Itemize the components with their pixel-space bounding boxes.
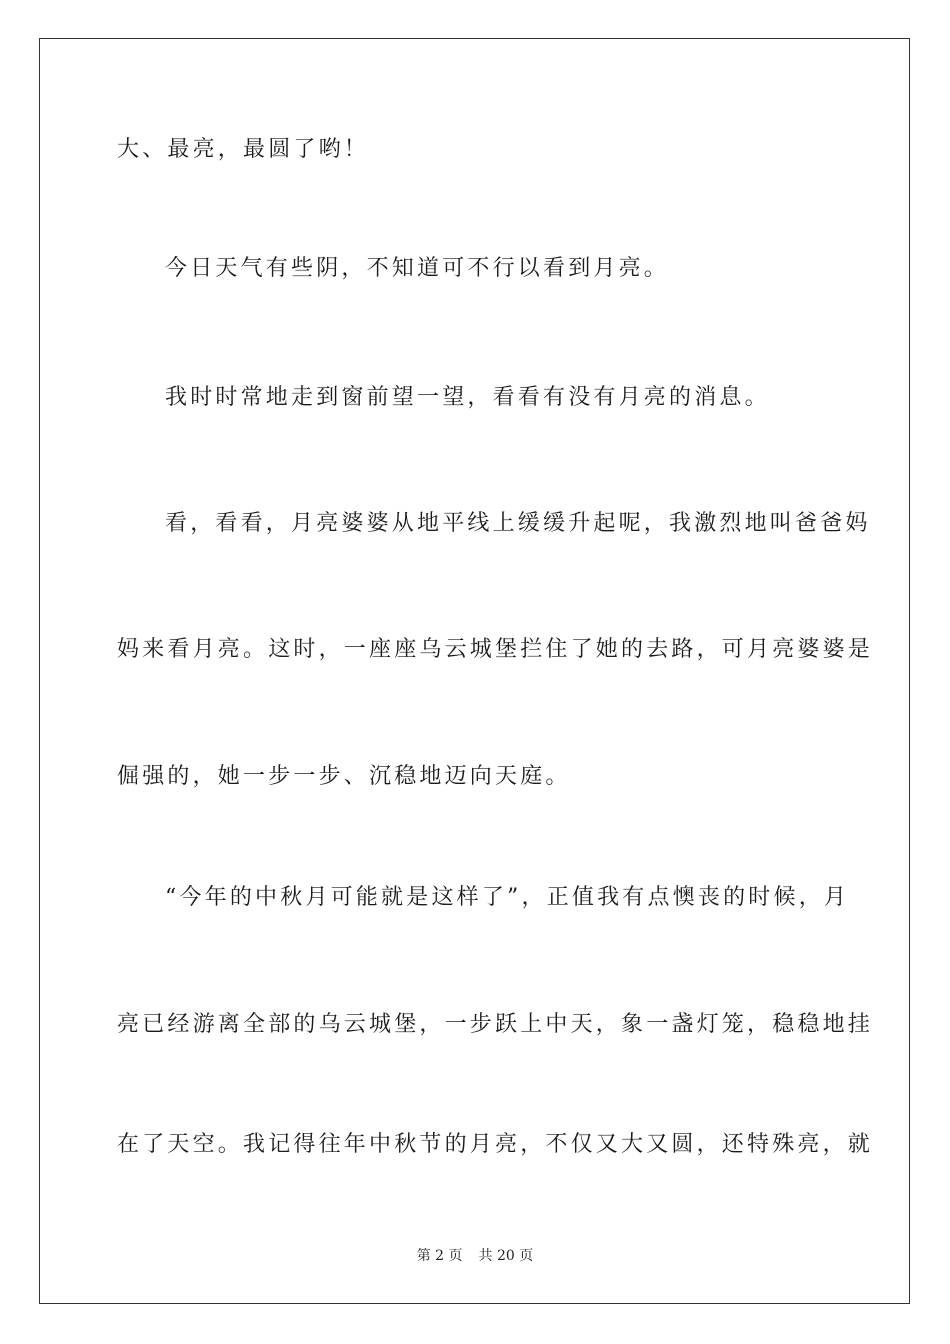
page-number: 第 2 页 [416,1248,463,1264]
text-line: 亮已经游离全部的乌云城堡，一步跃上中天，象一盏灯笼，稳稳地挂 [117,1012,874,1037]
page-total: 共 20 页 [478,1248,534,1264]
paragraph-line: “今年的中秋月可能就是这样了”，正值我有点懊丧的时候，月 [165,885,850,910]
paragraph-line: 今日天气有些阴，不知道可不行以看到月亮。 [165,256,670,281]
text-line: 妈来看月亮。这时，一座座乌云城堡拦住了她的去路，可月亮婆婆是 [117,637,874,662]
text-line: 在了天空。我记得往年中秋节的月亮，不仅又大又圆，还特殊亮，就 [117,1132,874,1157]
text-line: 倔强的，她一步一步、沉稳地迈向天庭。 [117,764,571,789]
paragraph-line: 看，看看，月亮婆婆从地平线上缓缓升起呢，我激烈地叫爸爸妈 [165,511,871,536]
page-footer [0,1246,950,1266]
paragraph-line: 我时时常地走到窗前望一望，看看有没有月亮的消息。 [165,385,770,410]
text-line: 大、最亮，最圆了哟！ [117,137,370,162]
page-border [39,38,910,1304]
